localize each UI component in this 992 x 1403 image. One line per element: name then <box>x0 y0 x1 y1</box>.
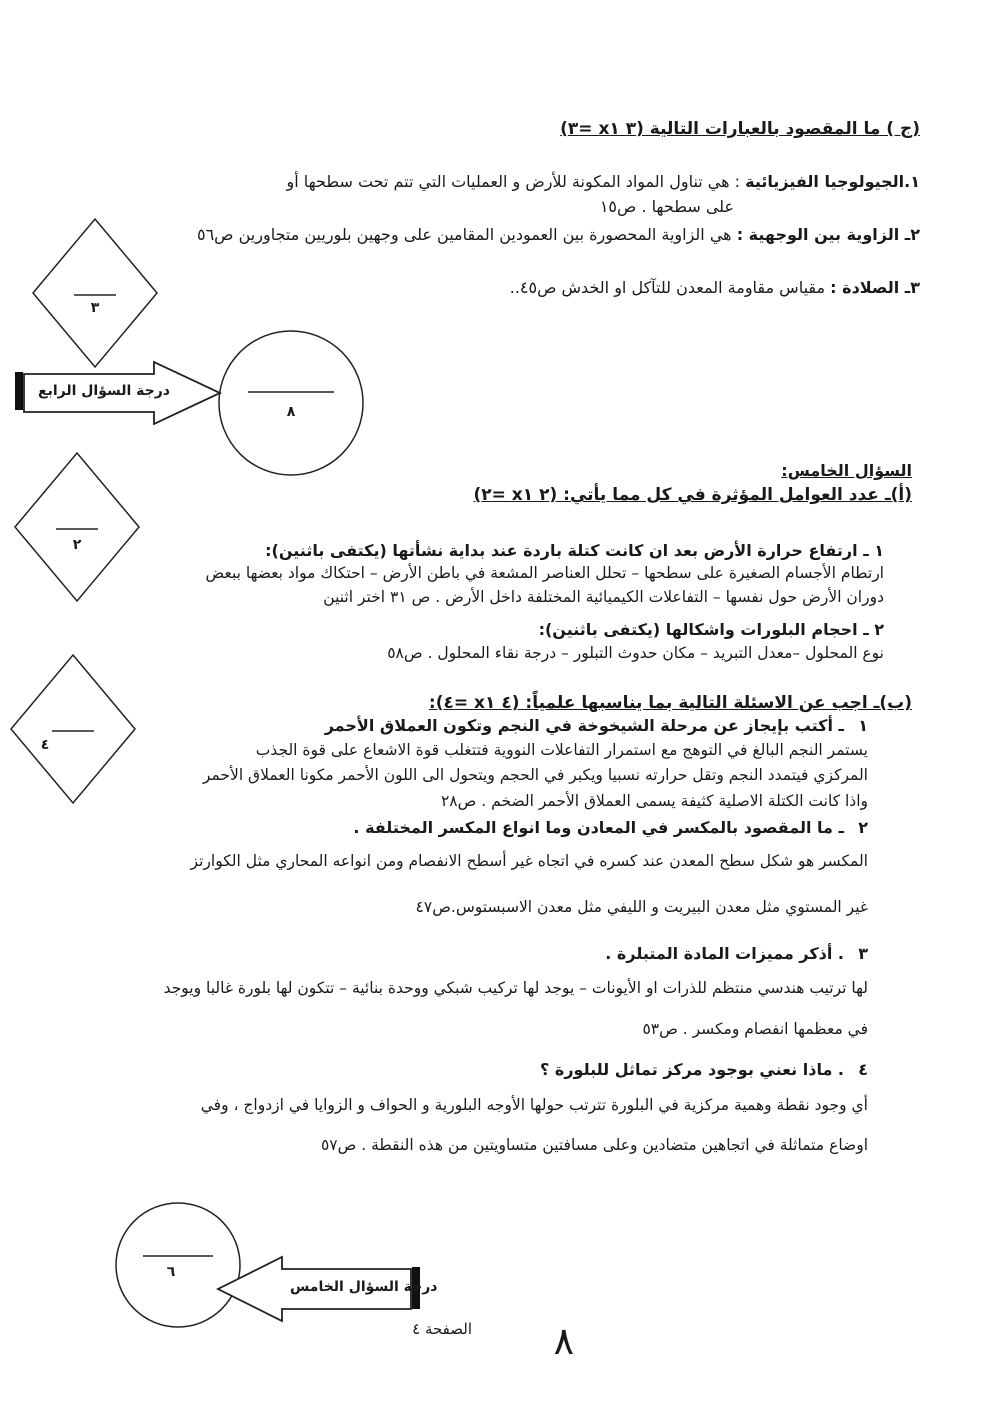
q4-score-circle <box>216 328 366 478</box>
part-a-item-2-title: ٢ ـ احجام البلورات واشكالها (يكتفى باثنين): <box>538 620 884 639</box>
diamond-mark-3: ٤ <box>40 737 50 753</box>
diamond-mark-box-3 <box>10 654 136 804</box>
definition-term-3: ٣ـ الصلادة : <box>830 278 920 297</box>
part-b-item-4-number: ٤ <box>858 1060 868 1079</box>
definition-text-2: هي الزاوية المحصورة بين العمودين المقامين على وجهين بلوريين متجاورين ص٥٦ <box>196 225 737 244</box>
part-b-item-3-number: ٣ <box>858 944 868 963</box>
definition-term-1: ١.الجيولوجيا الفيزيائية <box>745 172 920 191</box>
diamond-mark-2: ٢ <box>72 537 82 553</box>
part-a-item-1-title: ١ ـ ارتفاع حرارة الأرض بعد ان كانت كتلة باردة عند بداية نشأتها (يكتفى باثنين): <box>265 541 884 560</box>
page-number: الصفحة ٤ <box>412 1320 472 1338</box>
part-b-heading: (ب)ـ اجب عن الاسئلة التالية بما يناسبها علمياً: (٤ x١ =٤): <box>428 693 912 713</box>
part-a-item-1-line-1: ارتطام الأجسام الصغيرة على سطحها – تحلل العناصر المشعة في باطن الأرض – احتكاك مواد بعضها ببعض <box>205 564 884 582</box>
part-b-item-4-title: . ماذا نعني بوجود مركز تماثل للبلورة ؟ <box>540 1060 844 1079</box>
part-b-item-3-line-1: لها ترتيب هندسي منتظم للذرات او الأيونات – يوجد لها تركيب شبكي ووحدة بنائية – تتكون لها بلورة غالبا ويوجد <box>163 979 868 997</box>
part-b-item-1-line-1: يستمر النجم البالغ في التوهج مع استمرار التفاعلات النووية فتتغلب قوة الاشعاع على قوة الجذب <box>255 741 868 759</box>
definition-text-3: مقياس مقاومة المعدن للتآكل او الخدش ص٤٥.. <box>509 278 831 297</box>
definition-item-2 <box>197 225 920 245</box>
question-5-title: السؤال الخامس: <box>781 461 912 480</box>
handwritten-score: ٨ <box>553 1319 574 1363</box>
part-b-item-1-title: ـ أكتب بإيجاز عن مرحلة الشيخوخة في النجم وتكون العملاق الأحمر <box>324 716 844 735</box>
part-a-heading: (أ)ـ عدد العوامل المؤثرة في كل مما يأتي: (٢ x١ =٢) <box>473 485 912 505</box>
definition-text-1-continued: على سطحها . ص١٥ <box>599 197 734 216</box>
part-b-item-2-number: ٢ <box>858 818 868 837</box>
q5-score-label: درجة السؤال الخامس <box>290 1279 438 1295</box>
part-b-item-2-line-1: المكسر هو شكل سطح المعدن عند كسره في اتجاه غير أسطح الانفصام ومن انواعه المحاري مثل الكوارتز <box>190 852 868 870</box>
definition-item-3 <box>510 278 920 298</box>
part-b-item-1-number: ١ <box>858 716 868 735</box>
q4-score-mark: ٨ <box>286 404 296 420</box>
definition-item-1 <box>286 172 920 192</box>
part-b-item-2-line-2: غير المستوي مثل معدن البيريت و الليفي مثل معدن الاسبستوس.ص٤٧ <box>415 898 868 916</box>
part-b-item-1-line-3: واذا كانت الكتلة الاصلية كثيفة يسمى العملاق الأحمر الضخم . ص٢٨ <box>440 792 868 810</box>
part-b-item-2-title: ـ ما المقصود بالمكسر في المعادن وما انواع المكسر المختلفة . <box>353 818 844 837</box>
diamond-mark-1: ٣ <box>90 300 100 316</box>
q4-score-label: درجة السؤال الرابع <box>38 383 170 399</box>
part-a-item-2-line-1: نوع المحلول –معدل التبريد – مكان حدوث التبلور – درجة نقاء المحلول . ص٥٨ <box>387 644 884 662</box>
definition-term-2: ٢ـ الزاوية بين الوجهية : <box>736 225 920 244</box>
q5-score-mark: ٦ <box>166 1264 176 1280</box>
part-a-item-1-line-2: دوران الأرض حول نفسها – التفاعلات الكيميائية المختلفة داخل الأرض . ص ٣١ اختر اثنين <box>323 588 884 606</box>
part-b-item-1-line-2: المركزي فيتمدد النجم وتقل حرارته نسبيا ويكبر في الحجم ويتحول الى اللون الأحمر مكونا العملاق الأحمر <box>202 766 868 784</box>
part-b-item-3-line-2: في معظمها انفصام ومكسر . ص٥٣ <box>642 1020 868 1038</box>
section-c-heading: (ج ) ما المقصود بالعبارات التالية (٣ x١ =٣) <box>560 119 920 139</box>
diamond-mark-box-2 <box>14 452 140 602</box>
part-b-item-4-line-2: اوضاع متماثلة في اتجاهين متضادين وعلى مسافتين متساويتين من هذه النقطة . ص٥٧ <box>320 1136 868 1154</box>
part-b-item-4-line-1: أي وجود نقطة وهمية مركزية في البلورة تترتب حولها الأوجه البلورية و الحواف و الزوايا في ازدواج ، وفي <box>200 1096 868 1114</box>
definition-text-1: : هي تناول المواد المكونة للأرض و العمليات التي تتم تحت سطحها أو <box>286 172 746 191</box>
diamond-mark-box-1 <box>32 218 158 368</box>
part-b-item-3-title: . أذكر مميزات المادة المتبلرة . <box>605 944 844 963</box>
